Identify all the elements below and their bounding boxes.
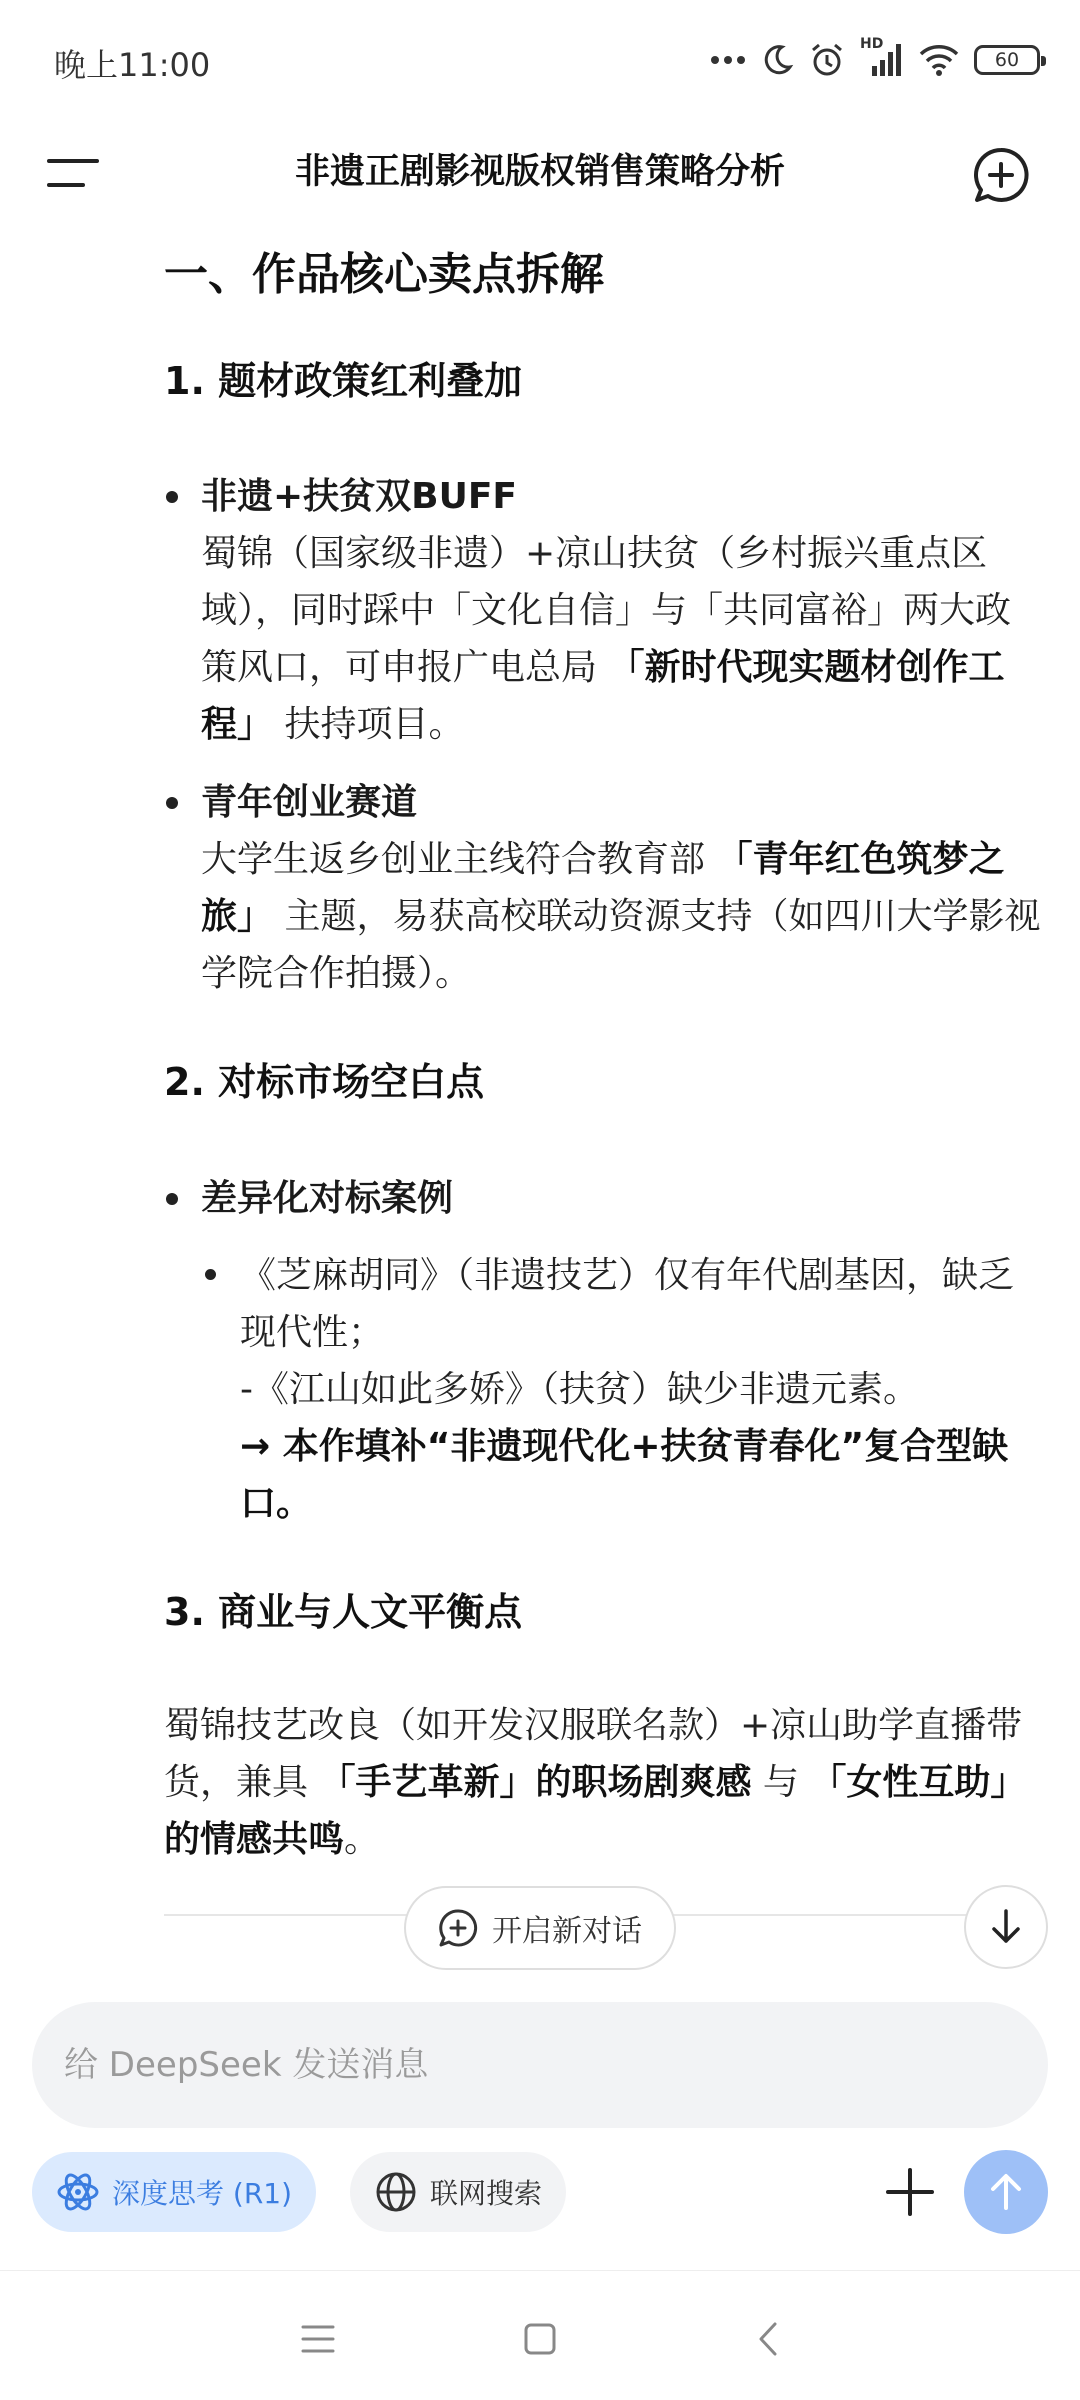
moon-icon: [760, 43, 794, 77]
scroll-down-button[interactable]: [964, 1885, 1048, 1969]
alarm-icon: [808, 41, 846, 79]
bullet-body: 大学生返乡创业主线符合教育部 「青年红色筑梦之旅」 主题，易获高校联动资源支持（如四川大学影视学院合作拍摄）。: [201, 839, 1041, 994]
message-input[interactable]: [64, 2002, 1004, 2128]
bullet-body: 蜀锦（国家级非遗）+凉山扶贫（乡村振兴重点区域），同时踩中「文化自信」与「共同富裕」两大政策风口，可申报广电总局 「新时代现实题材创作工程」 扶持项目。: [201, 533, 1012, 745]
tool-row: [0, 2152, 1080, 2232]
attach-button[interactable]: [870, 2152, 950, 2232]
status-bar: [0, 0, 1080, 120]
new-chat-label: 开启新对话: [492, 1914, 642, 1949]
message-input-box[interactable]: [32, 2002, 1048, 2128]
new-chat-icon: [438, 1908, 478, 1948]
bullet-dot: [166, 1193, 178, 1205]
globe-icon: [374, 2170, 418, 2214]
wifi-icon: [918, 43, 960, 77]
nav-back-button[interactable]: [728, 2299, 808, 2379]
list-item: [164, 469, 1044, 745]
system-nav-bar: [0, 2270, 1080, 2400]
plus-icon: [884, 2166, 936, 2218]
hd-signal-icon: [860, 36, 904, 78]
menu-button[interactable]: [38, 138, 108, 208]
web-search-toggle[interactable]: [350, 2152, 566, 2232]
status-icons: [710, 38, 1040, 82]
web-search-label: 联网搜索: [430, 2177, 543, 2210]
section3-title: 3. 商业与人文平衡点: [164, 1590, 523, 1634]
deep-think-label: 深度思考 (R1): [112, 2177, 293, 2210]
status-time: 晚上11:00: [54, 46, 211, 84]
battery-icon: [974, 45, 1040, 75]
nav-home-button[interactable]: [500, 2299, 580, 2379]
chat-response: [164, 235, 1044, 1875]
heading-core-selling-points: 一、作品核心卖点拆解: [164, 249, 604, 300]
menu-icon: [45, 155, 101, 191]
list-item: [164, 1171, 1044, 1231]
nav-back-icon: [755, 2320, 781, 2358]
send-button[interactable]: [964, 2150, 1048, 2234]
dots-icon: [710, 54, 746, 66]
hd-label: HD: [860, 36, 884, 52]
section3-body: 蜀锦技艺改良（如开发汉服联名款）+凉山助学直播带货，兼具 「手艺革新」的职场剧爽感 与 「女性互助」的情感共鸣。: [164, 1705, 1027, 1860]
atom-icon: [56, 2170, 100, 2214]
header: [0, 120, 1080, 235]
nav-menu-icon: [301, 2324, 335, 2354]
arrow-up-icon: [984, 2170, 1028, 2214]
new-chat-icon: [971, 145, 1031, 205]
bullet-title: 差异化对标案例: [201, 1178, 454, 1219]
sub-bullet-body: 《芝麻胡同》（非遗技艺）仅有年代剧基因，缺乏现代性； -《江山如此多娇》（扶贫）缺少非遗元素。 → 本作填补“非遗现代化+扶贫青春化”复合型缺口。: [240, 1255, 1015, 1524]
bullet-title: 青年创业赛道: [201, 782, 418, 823]
section1-title: 1. 题材政策红利叠加: [164, 359, 523, 403]
battery-level: 60: [994, 49, 1020, 71]
new-chat-button[interactable]: [404, 1886, 676, 1970]
nav-home-icon: [523, 2322, 557, 2356]
list-item: [164, 775, 1044, 995]
new-chat-header-button[interactable]: [960, 134, 1042, 216]
nav-menu-button[interactable]: [278, 2299, 358, 2379]
bullet-title: 非遗+扶贫双BUFF: [201, 476, 518, 517]
sub-list-item: [201, 1247, 1041, 1537]
page-title: 非遗正剧影视版权销售策略分析: [294, 152, 785, 192]
bullet-dot: [166, 491, 178, 503]
bullet-dot: [205, 1269, 216, 1280]
arrow-down-icon: [986, 1907, 1026, 1947]
bullet-dot: [166, 797, 178, 809]
deep-think-toggle[interactable]: [32, 2152, 316, 2232]
section2-title: 2. 对标市场空白点: [164, 1060, 485, 1104]
